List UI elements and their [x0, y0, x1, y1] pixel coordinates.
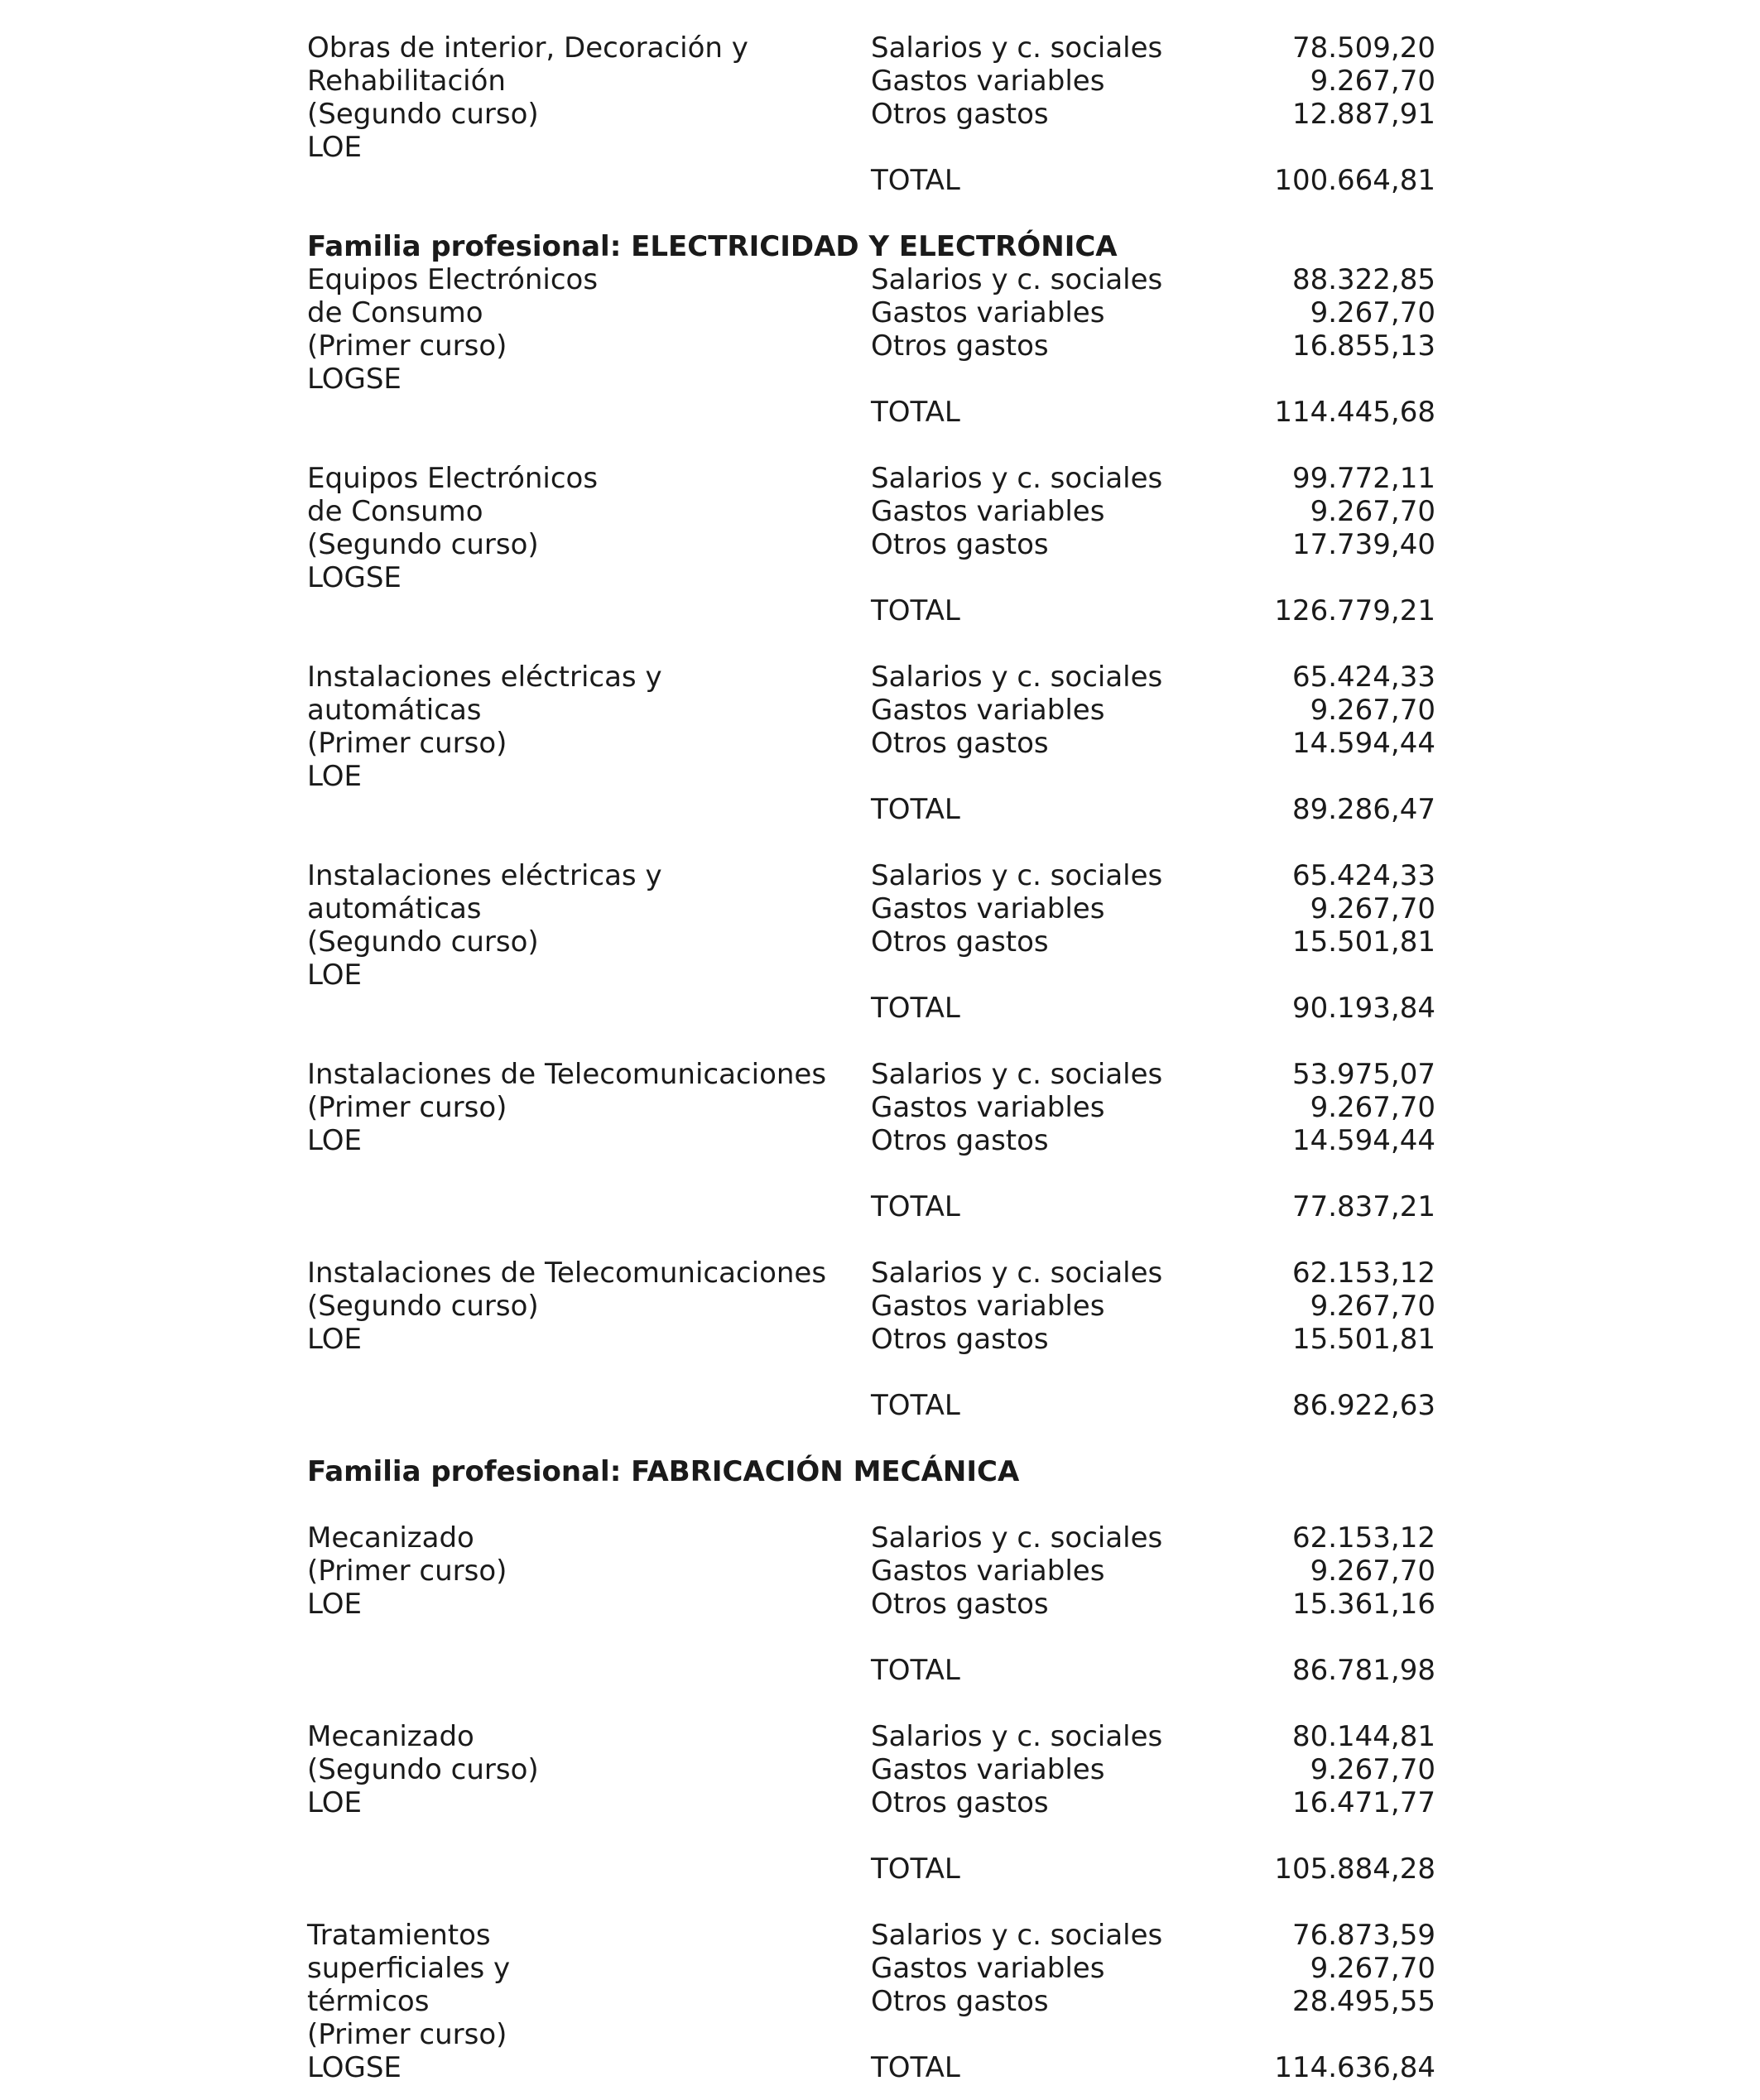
cost-label: Gastos variables — [871, 495, 1105, 528]
cost-row — [0, 1985, 1760, 2018]
family-heading-text: Familia profesional: ELECTRICIDAD Y ELECTRÓNICA — [307, 230, 1118, 263]
cost-label: Otros gastos — [871, 528, 1049, 561]
course-name-line: (Primer curso) — [307, 1555, 507, 1588]
cost-label: Gastos variables — [871, 1952, 1105, 1985]
cost-label: Gastos variables — [871, 1290, 1105, 1323]
cost-label: Gastos variables — [871, 1091, 1105, 1124]
cost-label: Otros gastos — [871, 98, 1049, 131]
cost-row — [0, 694, 1760, 727]
total-label: TOTAL — [871, 1654, 960, 1687]
cost-row — [0, 31, 1760, 65]
cost-row — [0, 1356, 1760, 1389]
cost-row — [0, 1952, 1760, 1985]
cost-row — [0, 959, 1760, 992]
cost-value: 9.267,70 — [1310, 1091, 1435, 1124]
cost-row — [0, 1058, 1760, 1091]
family-heading — [0, 1455, 1760, 1488]
course-name-line: (Primer curso) — [307, 727, 507, 760]
course-name-line: (Primer curso) — [307, 329, 507, 363]
cost-value: 9.267,70 — [1310, 1555, 1435, 1588]
total-value: 90.193,84 — [1291, 992, 1435, 1025]
cost-row — [0, 329, 1760, 363]
cost-row — [0, 2051, 1760, 2084]
cost-value: 15.501,81 — [1291, 925, 1435, 959]
cost-label: Gastos variables — [871, 892, 1105, 925]
cost-label: Otros gastos — [871, 925, 1049, 959]
cost-row — [0, 2018, 1760, 2051]
cost-row — [0, 495, 1760, 528]
cost-value: 76.873,59 — [1291, 1919, 1435, 1952]
total-row — [0, 594, 1760, 627]
cost-row — [0, 561, 1760, 594]
cost-label: Otros gastos — [871, 1786, 1049, 1819]
total-value: 126.779,21 — [1274, 594, 1435, 627]
total-value: 89.286,47 — [1291, 793, 1435, 826]
cost-value: 65.424,33 — [1291, 661, 1435, 694]
total-row — [0, 164, 1760, 197]
course-name-line: Tratamientos — [307, 1919, 491, 1952]
total-label: TOTAL — [871, 793, 960, 826]
total-value: 86.922,63 — [1291, 1389, 1435, 1422]
cost-value: 9.267,70 — [1310, 1290, 1435, 1323]
cost-row — [0, 1488, 1760, 1521]
total-row — [0, 1853, 1760, 1886]
total-value: 105.884,28 — [1274, 1853, 1435, 1886]
cost-row — [0, 65, 1760, 98]
cost-label: Salarios y c. sociales — [871, 1257, 1163, 1290]
cost-value: 9.267,70 — [1310, 1952, 1435, 1985]
course-name-line: LOGSE — [307, 363, 402, 396]
total-row — [0, 1190, 1760, 1223]
cost-label: Salarios y c. sociales — [871, 1919, 1163, 1952]
cost-row — [0, 363, 1760, 396]
cost-value: 65.424,33 — [1291, 859, 1435, 892]
cost-value: 9.267,70 — [1310, 65, 1435, 98]
cost-value: 14.594,44 — [1291, 1124, 1435, 1157]
cost-label: Otros gastos — [871, 1323, 1049, 1356]
cost-value: 28.495,55 — [1291, 1985, 1435, 2018]
cost-label: Salarios y c. sociales — [871, 263, 1163, 296]
cost-value: 17.739,40 — [1291, 528, 1435, 561]
course-name-line: superficiales y — [307, 1952, 511, 1985]
cost-label: Gastos variables — [871, 1753, 1105, 1786]
course-name-line: LOE — [307, 1323, 362, 1356]
cost-label: Salarios y c. sociales — [871, 1058, 1163, 1091]
total-row — [0, 793, 1760, 826]
cost-label: Gastos variables — [871, 1555, 1105, 1588]
cost-label: Salarios y c. sociales — [871, 859, 1163, 892]
cost-label: Salarios y c. sociales — [871, 1720, 1163, 1753]
course-name-line: de Consumo — [307, 495, 483, 528]
course-name-line: (Segundo curso) — [307, 1753, 539, 1786]
cost-value: 16.471,77 — [1291, 1786, 1435, 1819]
cost-label: Salarios y c. sociales — [871, 661, 1163, 694]
cost-label: Gastos variables — [871, 296, 1105, 329]
cost-value: 80.144,81 — [1291, 1720, 1435, 1753]
cost-label: Otros gastos — [871, 727, 1049, 760]
cost-row — [0, 661, 1760, 694]
total-label: TOTAL — [871, 1853, 960, 1886]
family-heading — [0, 230, 1760, 263]
course-name-line: automáticas — [307, 694, 482, 727]
cost-value: 16.855,13 — [1291, 329, 1435, 363]
course-name-line: (Segundo curso) — [307, 98, 539, 131]
cost-value: 99.772,11 — [1291, 462, 1435, 495]
cost-value: 9.267,70 — [1310, 694, 1435, 727]
cost-row — [0, 528, 1760, 561]
cost-label: Salarios y c. sociales — [871, 462, 1163, 495]
course-name-line: LOE — [307, 760, 362, 793]
cost-value: 62.153,12 — [1291, 1521, 1435, 1555]
cost-row — [0, 462, 1760, 495]
cost-row — [0, 892, 1760, 925]
cost-row — [0, 1124, 1760, 1157]
cost-row — [0, 1157, 1760, 1190]
cost-row — [0, 1091, 1760, 1124]
total-label: TOTAL — [871, 164, 960, 197]
course-name-line: Instalaciones de Telecomunicaciones — [307, 1058, 827, 1091]
course-name-line: de Consumo — [307, 296, 483, 329]
course-name-line: LOGSE — [307, 561, 402, 594]
cost-value: 9.267,70 — [1310, 892, 1435, 925]
cost-row — [0, 727, 1760, 760]
total-label: TOTAL — [871, 992, 960, 1025]
total-value: 114.445,68 — [1274, 396, 1435, 429]
cost-label: Otros gastos — [871, 1588, 1049, 1621]
course-name-line: Instalaciones eléctricas y — [307, 859, 662, 892]
cost-row — [0, 1257, 1760, 1290]
course-name-line: Mecanizado — [307, 1521, 474, 1555]
cost-value: 14.594,44 — [1291, 727, 1435, 760]
course-name-line: (Segundo curso) — [307, 1290, 539, 1323]
cost-row — [0, 1588, 1760, 1621]
cost-label: Otros gastos — [871, 1124, 1049, 1157]
course-name-line: Instalaciones eléctricas y — [307, 661, 662, 694]
cost-value: 15.501,81 — [1291, 1323, 1435, 1356]
cost-row — [0, 1753, 1760, 1786]
total-value: 100.664,81 — [1274, 164, 1435, 197]
cost-row — [0, 1786, 1760, 1819]
course-name-line: automáticas — [307, 892, 482, 925]
family-heading-text: Familia profesional: FABRICACIÓN MECÁNICA — [307, 1455, 1020, 1488]
cost-value: 78.509,20 — [1291, 31, 1435, 65]
cost-value: 9.267,70 — [1310, 296, 1435, 329]
total-label: TOTAL — [871, 594, 960, 627]
total-value: 77.837,21 — [1291, 1190, 1435, 1223]
cost-label: Gastos variables — [871, 65, 1105, 98]
cost-row — [0, 1323, 1760, 1356]
cost-row — [0, 1919, 1760, 1952]
cost-row — [0, 925, 1760, 959]
course-name-line: Instalaciones de Telecomunicaciones — [307, 1257, 827, 1290]
total-row — [0, 1389, 1760, 1422]
cost-row — [0, 1621, 1760, 1654]
course-name-line: Equipos Electrónicos — [307, 263, 599, 296]
total-row — [0, 396, 1760, 429]
cost-value: 9.267,70 — [1310, 495, 1435, 528]
total-value: 86.781,98 — [1291, 1654, 1435, 1687]
cost-label: Gastos variables — [871, 694, 1105, 727]
cost-label: Otros gastos — [871, 329, 1049, 363]
total-label: TOTAL — [871, 1389, 960, 1422]
cost-value: 15.361,16 — [1291, 1588, 1435, 1621]
cost-value: 114.636,84 — [1274, 2051, 1435, 2084]
cost-row — [0, 760, 1760, 793]
course-name-line: (Primer curso) — [307, 2018, 507, 2051]
cost-row — [0, 131, 1760, 164]
cost-row — [0, 296, 1760, 329]
total-row — [0, 992, 1760, 1025]
cost-value: 88.322,85 — [1291, 263, 1435, 296]
cost-value: 12.887,91 — [1291, 98, 1435, 131]
cost-label: Otros gastos — [871, 1985, 1049, 2018]
cost-row — [0, 1555, 1760, 1588]
cost-row — [0, 1290, 1760, 1323]
cost-label: Salarios y c. sociales — [871, 1521, 1163, 1555]
cost-value: 9.267,70 — [1310, 1753, 1435, 1786]
course-name-line: LOE — [307, 1786, 362, 1819]
course-name-line: Mecanizado — [307, 1720, 474, 1753]
course-name-line: LOE — [307, 1588, 362, 1621]
course-name-line: Obras de interior, Decoración y — [307, 31, 748, 65]
course-name-line: (Segundo curso) — [307, 925, 539, 959]
total-row — [0, 1654, 1760, 1687]
course-name-line: LOE — [307, 959, 362, 992]
course-name-line: LOGSE — [307, 2051, 402, 2084]
cost-row — [0, 1720, 1760, 1753]
course-name-line: (Primer curso) — [307, 1091, 507, 1124]
course-name-line: LOE — [307, 1124, 362, 1157]
course-name-line: Rehabilitación — [307, 65, 506, 98]
cost-row — [0, 1521, 1760, 1555]
cost-row — [0, 98, 1760, 131]
course-name-line: (Segundo curso) — [307, 528, 539, 561]
cost-value: 53.975,07 — [1291, 1058, 1435, 1091]
total-label: TOTAL — [871, 1190, 960, 1223]
course-name-line: LOE — [307, 131, 362, 164]
total-label: TOTAL — [871, 396, 960, 429]
course-name-line: térmicos — [307, 1985, 430, 2018]
cost-label: Salarios y c. sociales — [871, 31, 1163, 65]
course-name-line: Equipos Electrónicos — [307, 462, 599, 495]
cost-row — [0, 263, 1760, 296]
cost-row — [0, 859, 1760, 892]
cost-row — [0, 1819, 1760, 1853]
cost-value: 62.153,12 — [1291, 1257, 1435, 1290]
cost-label: TOTAL — [871, 2051, 960, 2084]
